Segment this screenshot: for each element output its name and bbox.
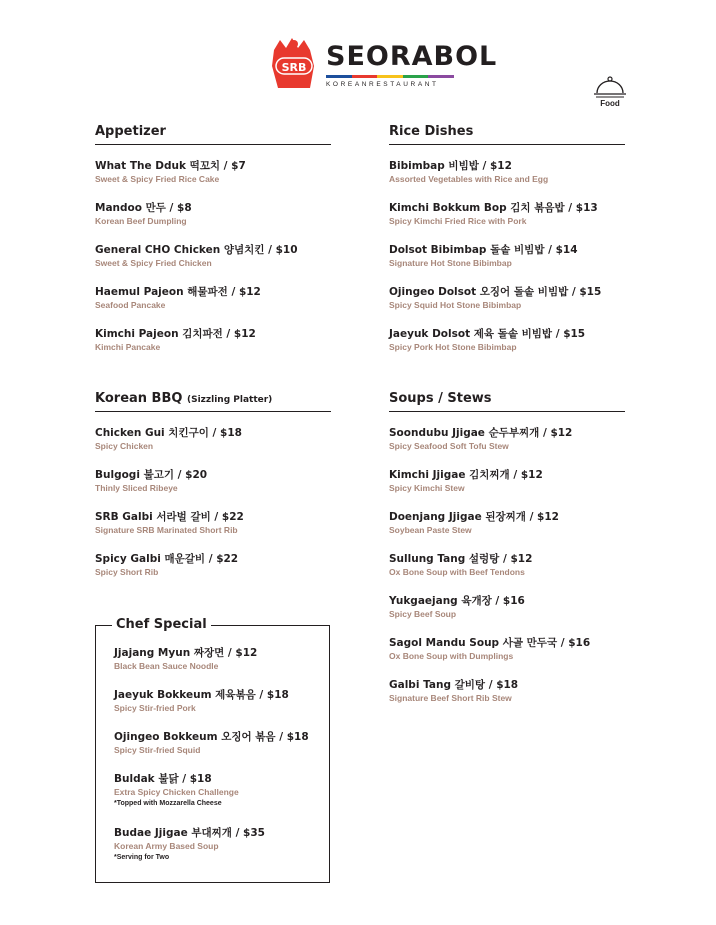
- logo-emblem-text: SRB: [281, 61, 307, 74]
- bbq-divider: [95, 411, 331, 412]
- menu-item: [114, 772, 326, 826]
- rice-section: [389, 124, 625, 369]
- menu-item: [389, 285, 625, 327]
- item-name: General CHO Chicken 양념치킨 / $10: [95, 244, 298, 256]
- rice-divider: [389, 144, 625, 145]
- item-description: Spicy Stir-fried Pork: [114, 703, 196, 713]
- menu-item: [389, 552, 625, 594]
- item-description: Ox Bone Soup with Beef Tendons: [389, 567, 525, 577]
- item-name: Kimchi Bokkum Bop 김치 볶음밥 / $13: [389, 202, 598, 214]
- menu-item: [389, 426, 625, 468]
- menu-item: [95, 285, 331, 327]
- bbq-title: [95, 391, 331, 411]
- logo-color-stripe: [326, 75, 454, 78]
- item-note: *Topped with Mozzarella Cheese: [114, 800, 222, 807]
- item-name: Doenjang Jjigae 된장찌개 / $12: [389, 511, 559, 523]
- menu-item: [114, 826, 326, 880]
- logo-subtitle: KOREANRESTAURANT: [326, 81, 439, 88]
- item-name: Jaeyuk Dolsot 제육 돌솥 비빔밥 / $15: [389, 328, 586, 340]
- item-description: Korean Beef Dumpling: [95, 216, 187, 226]
- appetizer-section: [95, 124, 331, 369]
- menu-item: [95, 552, 331, 594]
- item-name: Kimchi Jjigae 김치찌개 / $12: [389, 469, 543, 481]
- item-description: Signature Beef Short Rib Stew: [389, 693, 512, 703]
- item-description: Sweet & Spicy Fried Chicken: [95, 258, 212, 268]
- item-description: Signature SRB Marinated Short Rib: [95, 525, 238, 535]
- item-description: Extra Spicy Chicken Challenge: [114, 787, 239, 797]
- item-name: Spicy Galbi 매운갈비 / $22: [95, 553, 239, 565]
- logo-emblem-icon: [266, 36, 322, 92]
- rice-title: Rice Dishes: [389, 124, 474, 139]
- item-description: Thinly Sliced Ribeye: [95, 483, 178, 493]
- menu-item: [389, 468, 625, 510]
- menu-item: [95, 327, 331, 369]
- menu-item: [389, 510, 625, 552]
- menu-item: [389, 159, 625, 201]
- soups-title: Soups / Stews: [389, 391, 492, 406]
- chef-special-list: [114, 646, 326, 880]
- restaurant-logo: [266, 36, 498, 92]
- logo-wordmark: SEORABOL: [326, 41, 498, 72]
- item-name: Galbi Tang 갈비탕 / $18: [389, 679, 519, 691]
- item-name: Ojingeo Dolsot 오징어 돌솥 비빔밥 / $15: [389, 286, 602, 298]
- menu-item: [95, 510, 331, 552]
- item-description: Spicy Pork Hot Stone Bibimbap: [389, 342, 517, 352]
- item-description: Spicy Seafood Soft Tofu Stew: [389, 441, 509, 451]
- item-name: Budae Jjigae 부대찌개 / $35: [114, 827, 265, 839]
- soups-section: [389, 391, 625, 720]
- item-description: Spicy Short Rib: [95, 567, 159, 577]
- menu-item: [95, 426, 331, 468]
- menu-item: [389, 243, 625, 285]
- item-name: Bulgogi 불고기 / $20: [95, 469, 208, 481]
- item-description: Black Bean Sauce Noodle: [114, 661, 219, 671]
- bbq-title-text: Korean BBQ: [95, 391, 183, 406]
- item-description: Spicy Squid Hot Stone Bibimbap: [389, 300, 522, 310]
- cloche-icon: [593, 76, 627, 98]
- item-description: Sweet & Spicy Fried Rice Cake: [95, 174, 220, 184]
- item-description: Ox Bone Soup with Dumplings: [389, 651, 514, 661]
- menu-item: [114, 730, 326, 772]
- item-name: Dolsot Bibimbap 돌솥 비빔밥 / $14: [389, 244, 578, 256]
- food-badge: [590, 76, 630, 108]
- appetizer-divider: [95, 144, 331, 145]
- item-name: Bibimbap 비빔밥 / $12: [389, 160, 512, 172]
- menu-item: [95, 159, 331, 201]
- bbq-section: [95, 391, 331, 594]
- item-description: Seafood Pancake: [95, 300, 166, 310]
- item-name: Sagol Mandu Soup 사골 만두국 / $16: [389, 637, 591, 649]
- item-name: Jaeyuk Bokkeum 제육볶음 / $18: [114, 689, 289, 701]
- menu-item: [95, 468, 331, 510]
- item-name: Kimchi Pajeon 김치파전 / $12: [95, 328, 256, 340]
- item-name: Buldak 불닭 / $18: [114, 773, 212, 785]
- item-name: Mandoo 만두 / $8: [95, 202, 192, 214]
- menu-item: [114, 688, 326, 730]
- item-description: Kimchi Pancake: [95, 342, 161, 352]
- item-note: *Serving for Two: [114, 854, 170, 861]
- item-description: Spicy Chicken: [95, 441, 154, 451]
- item-description: Soybean Paste Stew: [389, 525, 472, 535]
- item-name: SRB Galbi 서라벌 갈비 / $22: [95, 511, 244, 523]
- item-name: Haemul Pajeon 해물파전 / $12: [95, 286, 261, 298]
- menu-item: [114, 646, 326, 688]
- item-description: Spicy Stir-fried Squid: [114, 745, 201, 755]
- appetizer-title: Appetizer: [95, 124, 166, 139]
- menu-item: [389, 636, 625, 678]
- menu-item: [389, 594, 625, 636]
- item-description: Assorted Vegetables with Rice and Egg: [389, 174, 549, 184]
- item-name: Yukgaejang 육개장 / $16: [389, 595, 525, 607]
- soups-divider: [389, 411, 625, 412]
- chef-special-title: Chef Special: [112, 616, 211, 634]
- item-name: Ojingeo Bokkeum 오징어 볶음 / $18: [114, 731, 309, 743]
- bbq-note: (Sizzling Platter): [186, 395, 273, 405]
- menu-item: [95, 243, 331, 285]
- item-description: Spicy Kimchi Stew: [389, 483, 465, 493]
- item-description: Spicy Beef Soup: [389, 609, 457, 619]
- item-description: Signature Hot Stone Bibimbap: [389, 258, 512, 268]
- food-label: Food: [600, 99, 620, 108]
- menu-item: [389, 678, 625, 720]
- item-name: What The Dduk 떡꼬치 / $7: [95, 160, 246, 172]
- item-name: Sullung Tang 설렁탕 / $12: [389, 553, 533, 565]
- item-description: Spicy Kimchi Fried Rice with Pork: [389, 216, 527, 226]
- menu-item: [389, 201, 625, 243]
- menu-item: [389, 327, 625, 369]
- item-description: Korean Army Based Soup: [114, 841, 219, 851]
- menu-item: [95, 201, 331, 243]
- item-name: Soondubu Jjigae 순두부찌개 / $12: [389, 427, 573, 439]
- item-name: Chicken Gui 치킨구이 / $18: [95, 427, 242, 439]
- item-name: Jjajang Myun 짜장면 / $12: [114, 647, 258, 659]
